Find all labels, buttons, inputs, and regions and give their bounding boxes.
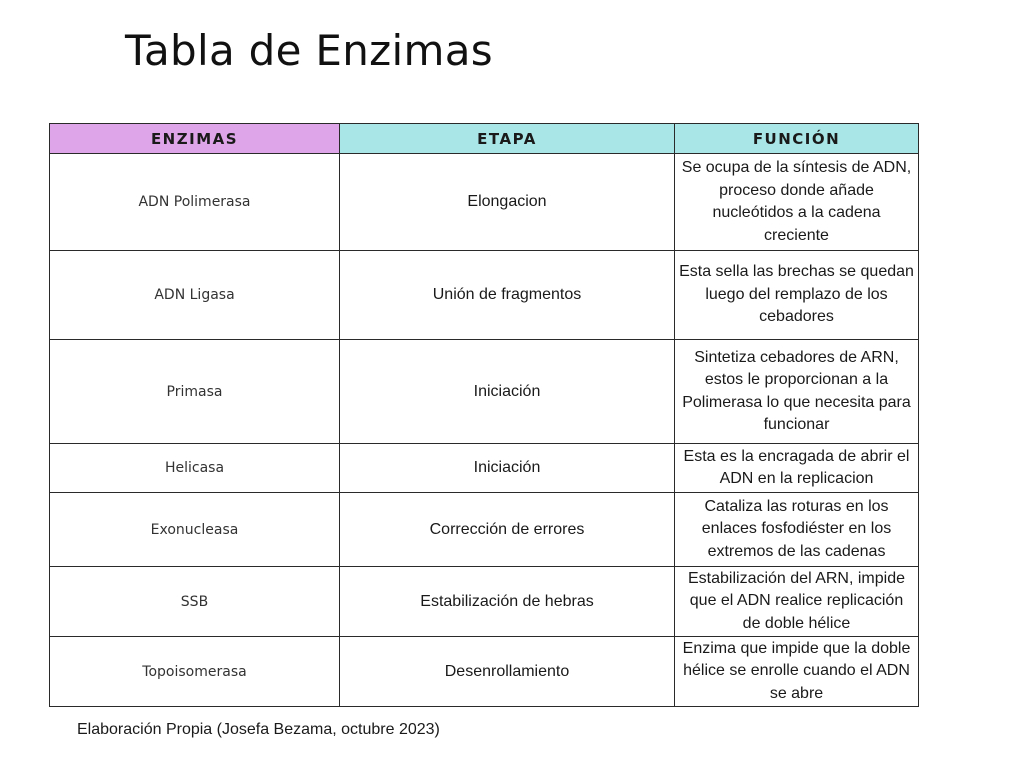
enzyme-function: Esta sella las brechas se quedan luego del remplazo de los cebadores (675, 251, 919, 340)
enzyme-function: Cataliza las roturas en los enlaces fosfodiéster en los extremos de las cadenas (675, 493, 919, 567)
page-title: Tabla de Enzimas (125, 26, 493, 75)
enzyme-stage: Unión de fragmentos (340, 251, 675, 340)
table-row (50, 154, 919, 251)
table-row (50, 493, 919, 567)
enzyme-stage: Elongacion (340, 154, 675, 251)
enzyme-function: Se ocupa de la síntesis de ADN, proceso donde añade nucleótidos a la cadena creciente (675, 154, 919, 251)
table-row (50, 637, 919, 707)
enzyme-name: Helicasa (50, 444, 340, 493)
enzyme-function: Esta es la encragada de abrir el ADN en la replicacion (675, 444, 919, 493)
enzyme-name: Primasa (50, 340, 340, 444)
enzyme-stage: Iniciación (340, 340, 675, 444)
header-stage: ETAPA (340, 124, 675, 154)
enzyme-function: Sintetiza cebadores de ARN, estos le proporcionan a la Polimerasa lo que necesita para funcionar (675, 340, 919, 444)
enzyme-table (49, 123, 919, 707)
table-row (50, 251, 919, 340)
enzyme-stage: Estabilización de hebras (340, 567, 675, 637)
enzyme-stage: Iniciación (340, 444, 675, 493)
enzyme-name: SSB (50, 567, 340, 637)
enzyme-name: Exonucleasa (50, 493, 340, 567)
header-function: FUNCIÓN (675, 124, 919, 154)
source-caption: Elaboración Propia (Josefa Bezama, octubre 2023) (77, 721, 440, 738)
enzyme-function: Enzima que impide que la doble hélice se enrolle cuando el ADN se abre (675, 637, 919, 707)
enzyme-name: Topoisomerasa (50, 637, 340, 707)
enzyme-function: Estabilización del ARN, impide que el ADN realice replicación de doble hélice (675, 567, 919, 637)
table-row (50, 567, 919, 637)
enzyme-stage: Desenrollamiento (340, 637, 675, 707)
enzyme-stage: Corrección de errores (340, 493, 675, 567)
table-header-row (50, 124, 919, 154)
table-row (50, 340, 919, 444)
header-enzymes: ENZIMAS (50, 124, 340, 154)
enzyme-name: ADN Polimerasa (50, 154, 340, 251)
enzyme-name: ADN Ligasa (50, 251, 340, 340)
table-row (50, 444, 919, 493)
